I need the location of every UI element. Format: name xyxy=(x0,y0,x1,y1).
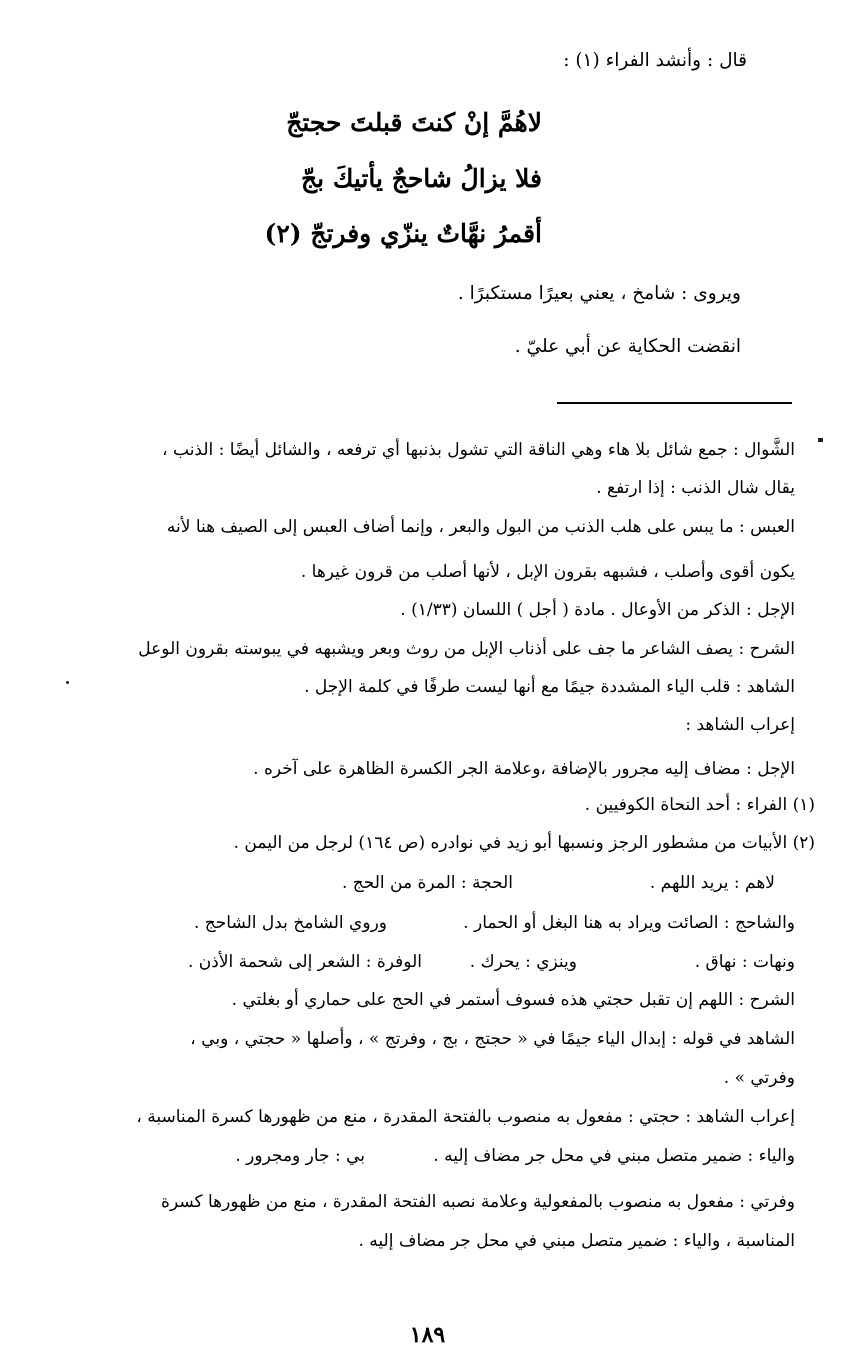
footnote-line: الإجل : الذكر من الأوعال . مادة ( أجل ) اللسان (١/٣٣) . xyxy=(400,600,795,620)
gloss-nahhat-left: الوفرة : الشعر إلى شحمة الأذن . xyxy=(187,952,422,972)
footnote-line: إعراب الشاهد : حجتي : مفعول به منصوب بالفتحة المقدرة ، منع من ظهورها كسرة المناسبة ، xyxy=(136,1107,795,1127)
verse-line-3: أقمرُ نهَّاتٌ ينزّي وفرتجّ (٢) xyxy=(264,219,542,248)
footnote-line: (١) الفراء : أحد النحاة الكوفيين . xyxy=(584,795,815,815)
footnote-line: المناسبة ، والياء : ضمير متصل مبني في محل جر مضاف إليه . xyxy=(358,1231,795,1251)
gloss-lahum-right: لاهم : يريد اللهم . xyxy=(649,873,775,893)
footnote-line: الشرح : يصف الشاعر ما جف على أذناب الإبل من روث وبعر ويشبهه في يبوسته بقرون الوعل xyxy=(138,639,795,659)
verse-line-1: لاهُمَّ إنْ كنتَ قبلتَ حجتجّ xyxy=(286,108,542,137)
footnote-line: إعراب الشاهد : xyxy=(685,715,795,735)
footnote-line: يقال شال الذنب : إذا ارتفع . xyxy=(596,478,795,498)
footnote-line: الشاهد في قوله : إبدال الياء جيمًا في « حجتج ، بج ، وفرتج » ، وأصلها « حجتي ، وبي ، xyxy=(190,1029,795,1049)
page-number: ١٨٩ xyxy=(409,1322,446,1348)
gloss-lahum-left: الحجة : المرة من الحج . xyxy=(341,873,513,893)
footnote-line: العبس : ما يبس على هلب الذنب من البول والبعر ، وإنما أضاف العبس إلى الصيف هنا لأنه xyxy=(166,517,795,537)
footnote-separator xyxy=(557,402,792,404)
footnote-line: (٢) الأبيات من مشطور الرجز ونسبها أبو زيد في نوادره (ص ١٦٤) لرجل من اليمن . xyxy=(233,833,815,853)
footnote-line: يكون أقوى وأصلب ، فشبهه بقرون الإبل ، لأنها أصلب من قرون غيرها . xyxy=(300,562,795,582)
footnote-line: وفرتي » . xyxy=(723,1068,795,1088)
margin-mark xyxy=(818,438,823,442)
gloss-nahhat-middle: وينزي : يحرك . xyxy=(469,952,577,972)
footnote-line: الشرح : اللهم إن تقبل حجتي هذه فسوف أستمر في الحج على حماري أو بغلتي . xyxy=(231,990,795,1010)
footnote-line: الشاهد : قلب الياء المشددة جيمًا مع أنها ليست طرفًا في كلمة الإجل . xyxy=(304,677,795,697)
gloss-shahij-right: والشاحج : الصائت ويراد به هنا البغل أو الحمار . xyxy=(463,913,795,933)
main-line-2: انقضت الحكاية عن أبي عليّ . xyxy=(514,336,741,357)
intro-line: قال : وأنشد الفراء (١) : xyxy=(563,50,747,71)
gloss-ya-right: والياء : ضمير متصل مبني في محل جر مضاف إليه . xyxy=(433,1146,795,1166)
scan-dot xyxy=(66,681,69,684)
gloss-nahhat-right: ونهات : نهاق . xyxy=(694,952,795,972)
main-line-1: ويروى : شامخ ، يعني بعيرًا مستكبرًا . xyxy=(457,283,741,304)
footnote-line: الإجل : مضاف إليه مجرور بالإضافة ،وعلامة الجر الكسرة الظاهرة على آخره . xyxy=(253,759,795,779)
footnote-line: الشَّوال : جمع شائل بلا هاء وهي الناقة التي تشول بذنبها أي ترفعه ، والشائل أيضًا : الذنب ، xyxy=(162,440,795,460)
footnote-line: وفرتي : مفعول به منصوب بالمفعولية وعلامة نصبه الفتحة المقدرة ، منع من ظهورها كسرة xyxy=(161,1192,795,1212)
gloss-ya-left: بي : جار ومجرور . xyxy=(235,1146,365,1166)
gloss-shahij-left: وروي الشامخ بدل الشاحج . xyxy=(193,913,387,933)
verse-line-2: فلا يزالُ شاحجٌ يأتيكَ بجّ xyxy=(301,164,542,193)
